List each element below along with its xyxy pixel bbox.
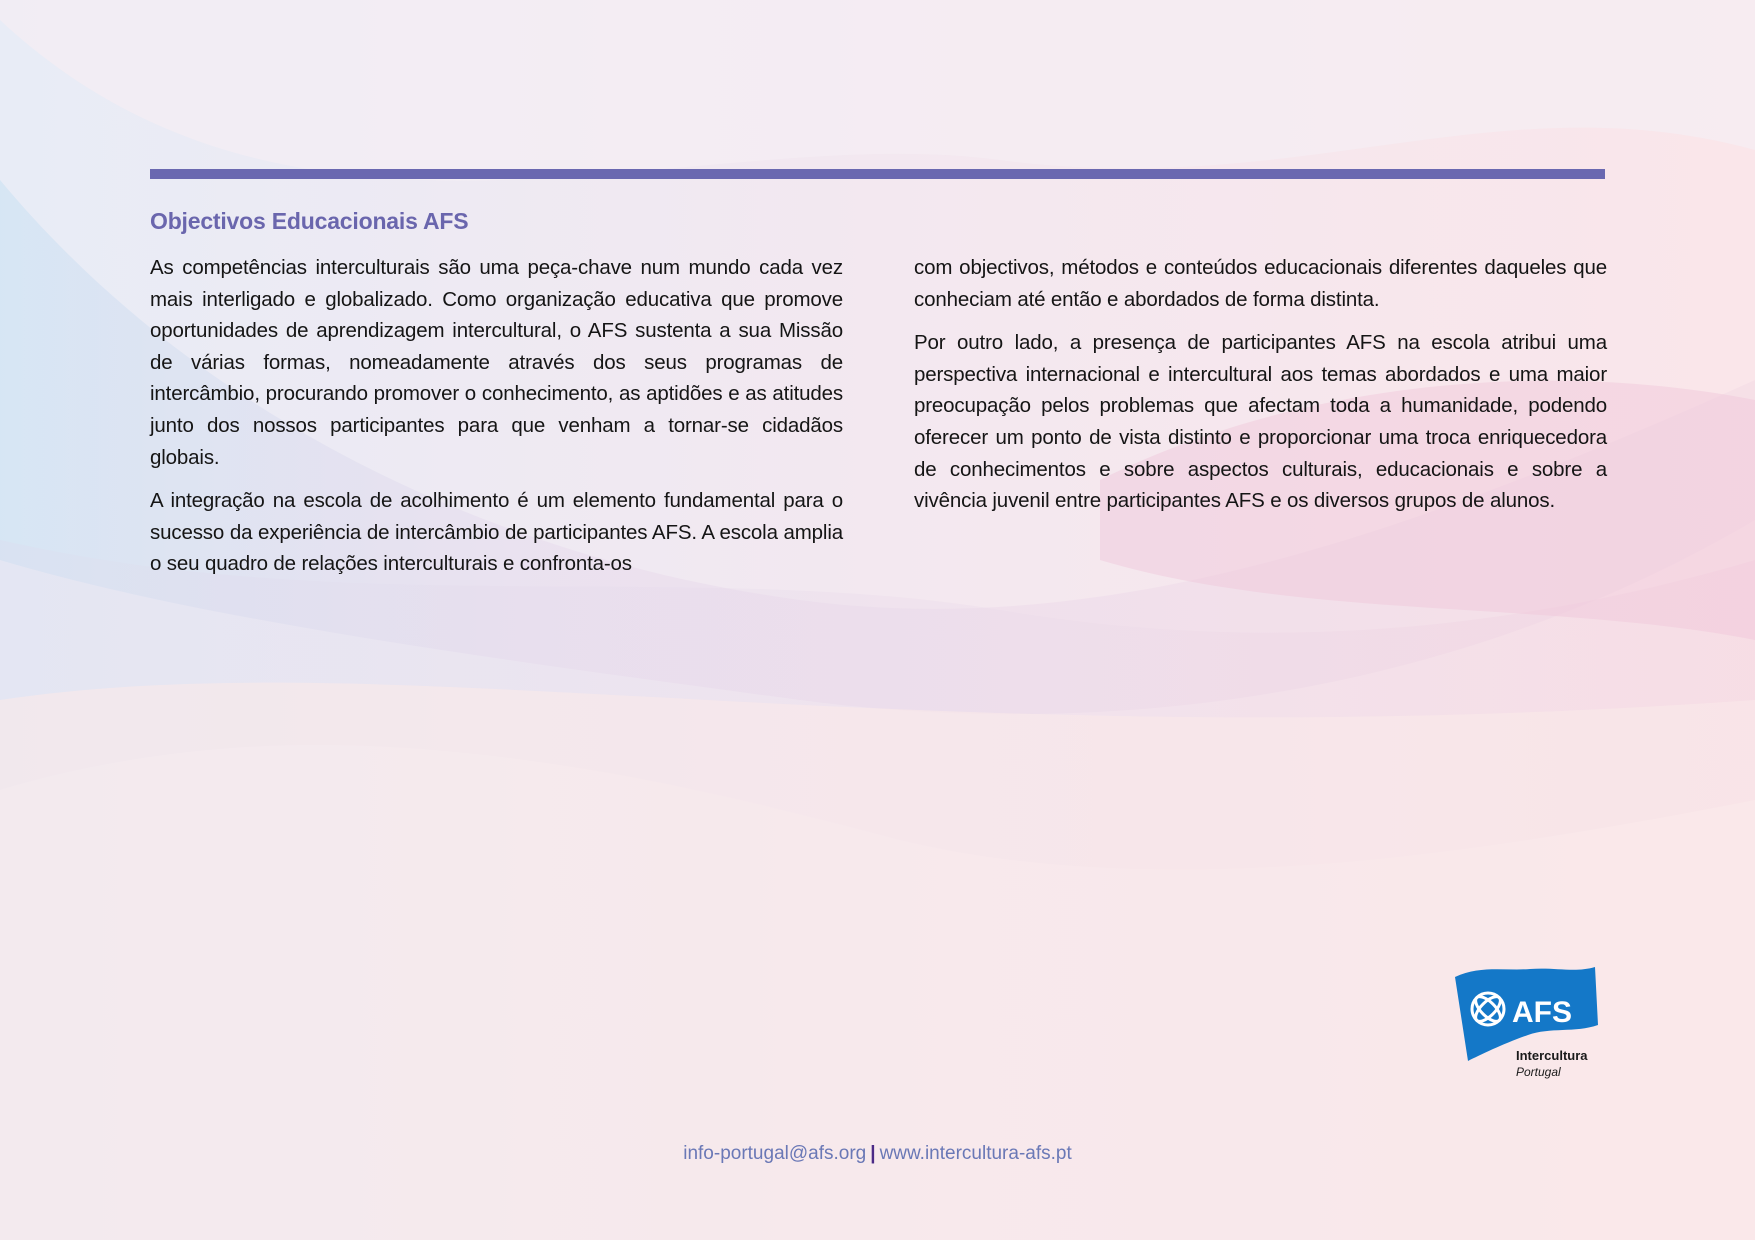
logo-line2-text: Portugal bbox=[1516, 1065, 1561, 1079]
text-column-right bbox=[914, 252, 1607, 529]
paragraph: As competências interculturais são uma peça-chave num mundo cada vez mais interligado e globalizado. Como organização educativa que promove oportunidades de aprendizagem intercultural, o AFS sustenta a sua Missão de várias formas, nomeadamente através dos seus programas de intercâmbio, procurando promover o conhecimento, as aptidões e as atitudes junto dos nossos participantes para que venham a tornar-se cidadãos globais. bbox=[150, 256, 843, 469]
section-divider bbox=[150, 169, 1605, 179]
logo-brand-text: AFS bbox=[1512, 996, 1572, 1029]
paragraph: Por outro lado, a presença de participantes AFS na escola atribui uma perspectiva internacional e intercultural aos temas abordados e uma maior preocupação pelos problemas que afectam toda a humanidade, podendo oferecer um ponto de vista distinto e proporcionar uma troca enriquecedora de conhecimentos e sobre aspectos culturais, educacionais e sobre a vivência juvenil entre participantes AFS e os diversos grupos de alunos. bbox=[914, 331, 1607, 513]
paragraph: com objectivos, métodos e conteúdos educacionais diferentes daqueles que conheciam até então e abordados de forma distinta. bbox=[914, 256, 1607, 311]
text-column-left bbox=[150, 252, 843, 592]
afs-intercultura-logo bbox=[1450, 965, 1600, 1085]
paragraph: A integração na escola de acolhimento é um elemento fundamental para o sucesso da experiência de intercâmbio de participantes AFS. A escola amplia o seu quadro de relações interculturais e confronta-os bbox=[150, 489, 843, 576]
footer-email-link[interactable]: info-portugal@afs.org bbox=[683, 1143, 867, 1164]
section-heading: Objectivos Educacionais AFS bbox=[150, 208, 469, 234]
logo-line1-text: Intercultura bbox=[1516, 1048, 1588, 1063]
footer-website-link[interactable]: www.intercultura-afs.pt bbox=[879, 1143, 1072, 1164]
footer-separator: | bbox=[870, 1143, 876, 1164]
footer-contact bbox=[0, 1143, 1755, 1165]
